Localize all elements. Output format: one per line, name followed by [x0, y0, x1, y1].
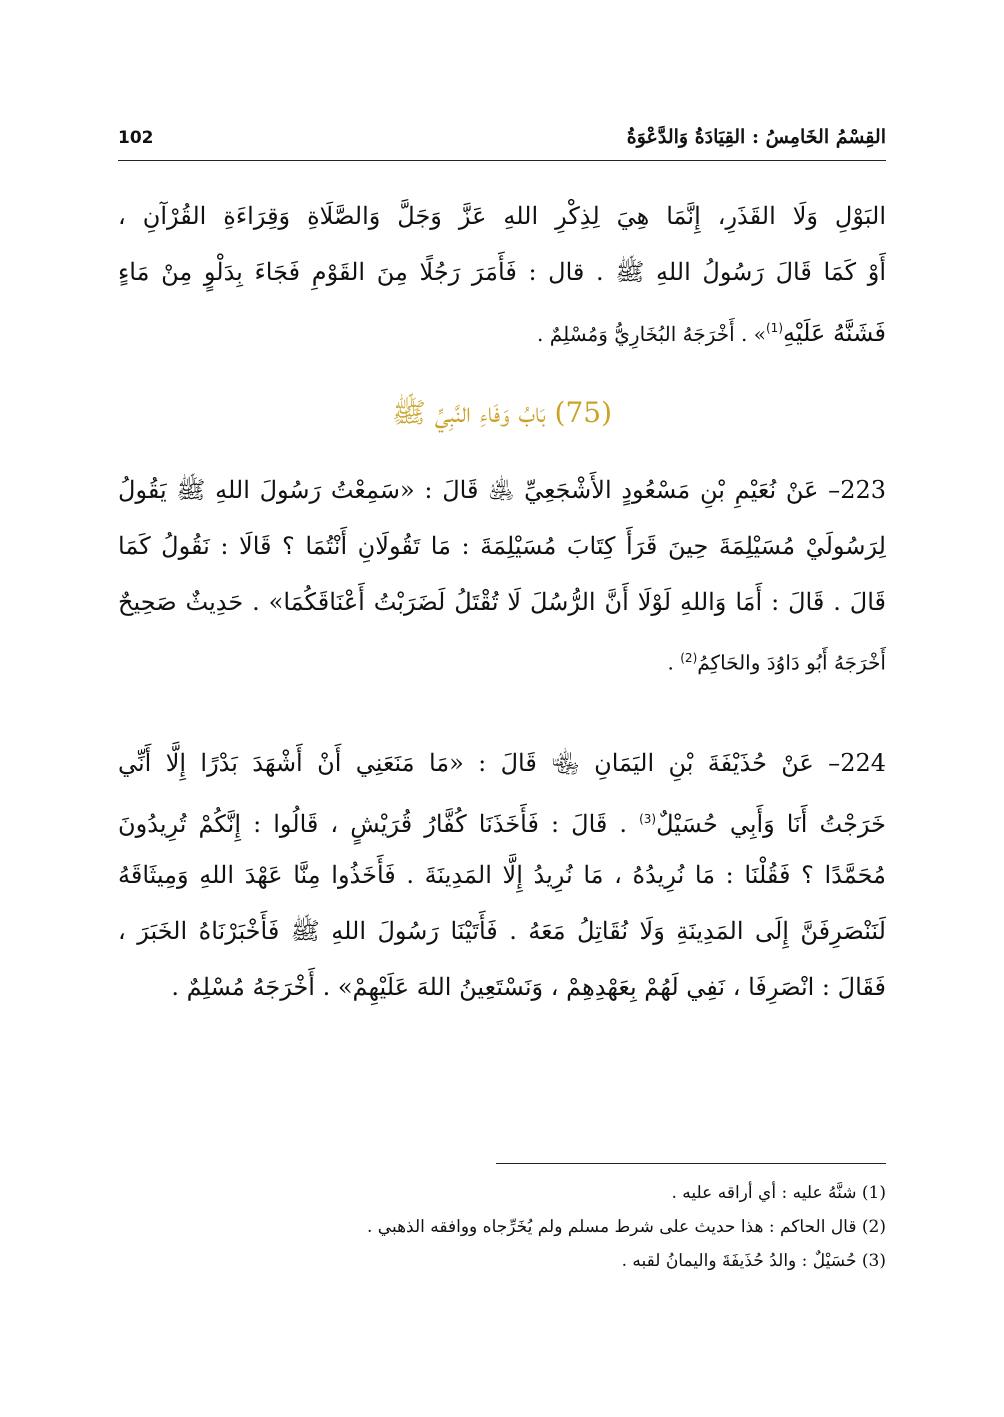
text-line: 223– عَنْ نُعَيْمِ بْنِ مَسْعُودٍ الأَشْجَعِيِّ ﵁ قَالَ : «سَمِعْتُ رَسُولَ اللهِ ﷺ يَقُولُ — [118, 476, 886, 504]
hadith-223 — [118, 462, 886, 686]
text-segment: أَخْرَجَهُ أَبُو دَاوُدَ والحَاكِمُ — [697, 650, 886, 675]
footnotes — [118, 1176, 886, 1278]
text-segment: خَرَجْتُ أَنَا وَأَبِي حُسَيْلٌ — [656, 810, 886, 838]
section-title: القِسْمُ الخَامِسُ : القِيَادَةُ وَالدَّعْوَةُ — [626, 126, 886, 148]
text-segment: » . أَخْرَجَهُ البُخَارِيُّ وَمُسْلِمٌ . — [537, 322, 766, 346]
footnote-ref: (1) — [765, 321, 783, 335]
chapter-heading: (75) بَابُ وَفَاءِ النَّبِيِّ ﷺ — [391, 396, 613, 429]
text-line: فَقَالَ : انْصَرِفَا ، نَفِي لَهُمْ بِعَهْدِهِمْ ، وَنَسْتَعِينُ اللهَ عَلَيْهِمْ» . أَخْرَجَهُ مُسْلِمٌ . — [171, 973, 886, 1001]
text-line — [118, 630, 886, 686]
footnote: (2) قال الحاكم : هذا حديث على شرط مسلم ولم يُخَرِّجاه ووافقه الذهبي . — [366, 1217, 886, 1237]
footnote: (3) حُسَيْلٌ : والدُ حُذَيفَةَ واليمانُ لقبه . — [621, 1251, 886, 1271]
text-line: مُحَمَّدًا ؟ فَقُلْنَا : مَا نُرِيدُهُ ، مَا نُرِيدُ إِلَّا المَدِينَةَ . فَأَخَذُوا مِنَّا عَهْدَ اللهِ وَمِيثَاقَهُ — [118, 861, 886, 889]
text-line — [118, 791, 886, 847]
text-line: لِرَسُولَيْ مُسَيْلِمَةَ حِينَ قَرَأَ كِتَابَ مُسَيْلِمَةَ : مَا تَقُولَانِ أَنْتُمَا ؟ قَالَا : نَقُولُ كَمَا — [118, 532, 886, 560]
text-line: قَالَ . قَالَ : أَمَا وَاللهِ لَوْلَا أَنَّ الرُّسُلَ لَا تُقْتَلُ لَضَرَبْتُ أَعْنَاقَكُمَا» . حَدِيثٌ صَحِيحٌ — [118, 588, 886, 616]
text-line — [118, 300, 886, 356]
footnote-ref: (2) — [680, 651, 698, 665]
page-header — [118, 120, 886, 161]
text-line: أَوْ كَمَا قَالَ رَسُولُ اللهِ ﷺ . قال : فَأَمَرَ رَجُلًا مِنَ القَوْمِ فَجَاءَ بِدَلْوٍ مِنْ مَاءٍ — [118, 258, 886, 286]
footnote-separator — [496, 1163, 886, 1164]
text-line: البَوْلِ وَلَا القَذَرِ، إِنَّمَا هِيَ لِذِكْرِ اللهِ عَزَّ وَجَلَّ وَالصَّلَاةِ وَقِرَاءَةِ القُرْآنِ ، — [118, 202, 886, 230]
text-segment: . قَالَ : فَأَخَذَنَا كُفَّارُ قُرَيْشٍ ، قَالُوا : إِنَّكُمْ تُرِيدُونَ — [118, 810, 640, 838]
footnote-ref: (3) — [639, 812, 657, 826]
text-segment: فَشَنَّهُ عَلَيْهِ — [783, 319, 886, 347]
footnote: (1) شنَّهُ عليه : أي أراقه عليه . — [671, 1183, 886, 1203]
paragraph-continuation — [118, 188, 886, 356]
page-number: 102 — [118, 128, 154, 148]
text-segment: . — [667, 650, 681, 675]
text-line: لَنَنْصَرِفَنَّ إِلَى المَدِينَةِ وَلَا نُقَاتِلُ مَعَهُ . فَأَتَيْنَا رَسُولَ اللهِ ﷺ فَأَخْبَرْنَاهُ الخَبَرَ ، — [118, 917, 886, 945]
hadith-224 — [118, 735, 886, 1015]
text-line: 224– عَنْ حُذَيْفَةَ بْنِ اليَمَانِ ﵄ قَالَ : «مَا مَنَعَنِي أَنْ أَشْهَدَ بَدْرًا إِلَّا أَنِّي — [118, 749, 886, 777]
